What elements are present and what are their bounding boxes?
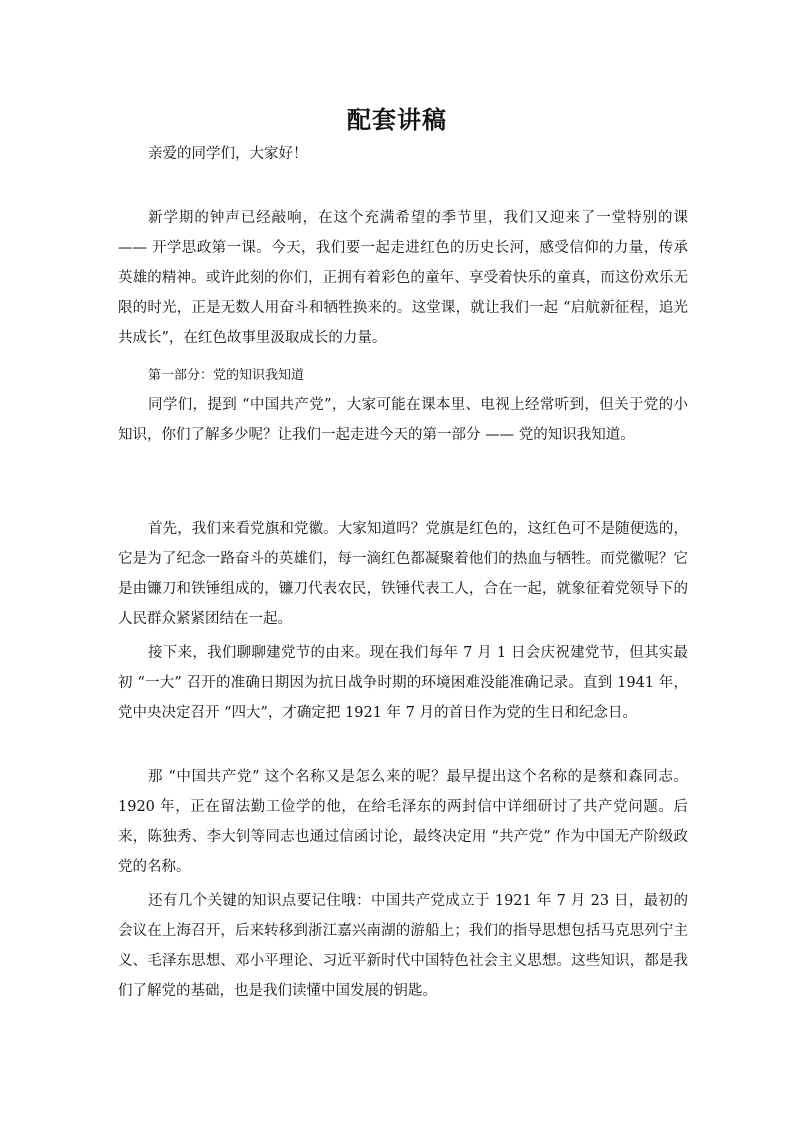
key-facts-paragraph: 还有几个关键的知识点要记住哦：中国共产党成立于 1921 年 7 月 23 日，最初的会议在上海召开，后来转移到浙江嘉兴南湖的游船上；我们的指导思想包括马克思列宁主义、毛泽东思想、邓小平理论、习近平新时代中国特色社会主义思想。这些知识，都是我们了解党的基础，也是我们读懂中国发展的钥匙。 <box>118 893 688 999</box>
intro-paragraph: 新学期的钟声已经敲响，在这个充满希望的季节里，我们又迎来了一堂特别的课 —— 开学思政第一课。今天，我们要一起走进红色的历史长河，感受信仰的力量，传承英雄的精神。或许此刻的你们，正拥有着彩色的童年、享受着快乐的童真，而这份欢乐无限的时光，正是无数人用奋斗和牺牲换来的。这堂课，就让我们一起 “启航新征程，追光共成长”，在红色故事里汲取成长的力量。 <box>118 210 688 346</box>
flag-emblem-paragraph: 首先，我们来看党旗和党徽。大家知道吗？党旗是红色的，这红色可不是随便选的，它是为了纪念一路奋斗的英雄们，每一滴红色都凝聚着他们的热血与牺牲。而党徽呢？它是由镰刀和铁锤组成的，镰刀代表农民，铁锤代表工人，合在一起，就象征着党领导下的人民群众紧紧团结在一起。 <box>118 521 688 627</box>
section-heading: 第一部分：党的知识我知道 <box>148 368 305 383</box>
party-name-paragraph: 那 “中国共产党” 这个名称又是怎么来的呢？最早提出这个名称的是蔡和森同志。1920 年，正在留法勤工俭学的他，在给毛泽东的两封信中详细研讨了共产党问题。后来，陈独秀、李大钊等同志也通过信函讨论，最终决定用 “共产党” 作为中国无产阶级政党的名称。 <box>118 769 688 875</box>
founding-day-paragraph: 接下来，我们聊聊建党节的由来。现在我们每年 7 月 1 日会庆祝建党节，但其实最初 “一大” 召开的准确日期因为抗日战争时期的环境困难没能准确记录。直到 1941 年，党中央决定召开 “四大”，才确定把 1921 年 7 月的首日作为党的生日和纪念日。 <box>118 645 688 721</box>
greeting-line: 亲爱的同学们，大家好！ <box>148 146 308 162</box>
page-title: 配套讲稿 <box>347 105 447 134</box>
section-intro-paragraph: 同学们，提到 “中国共产党”，大家可能在课本里、电视上经常听到，但关于党的小知识，你们了解多少呢？让我们一起走进今天的第一部分 —— 党的知识我知道。 <box>118 397 688 443</box>
